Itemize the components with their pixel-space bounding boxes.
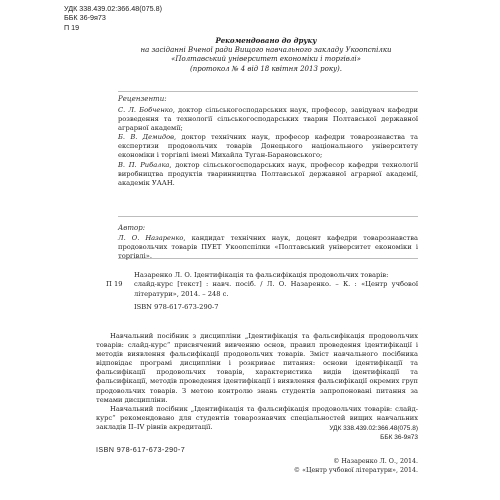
biblio-isbn: ISBN 978-617-673-290-7 (134, 303, 219, 312)
copyright-publisher: © «Центр учбової літератури», 2014. (293, 466, 418, 474)
reviewer-text: доктор сільськогосподарських наук, професор, завідувач кафедри розведення та технології сільськогосподарських тварин Полтавської державної аграрної академії; (118, 106, 418, 133)
copyright-block (294, 458, 418, 476)
recommendation-line-2: «Полтавський університет економіки і торгівлі» (171, 55, 361, 64)
bottom-udk-code: УДК 338.439.02:366.48(075.8) (329, 425, 418, 432)
reviewers-list (118, 106, 418, 188)
author-text: кандидат технічних наук, доцент кафедри товарознавства продовольчих товарів ПУЕТ Укоопспілки «Полтавський університет економіки і торгівлі». (118, 234, 418, 261)
reviewer-item (118, 106, 418, 133)
annotation (96, 332, 418, 432)
reviewer-text: доктор сільськогосподарських наук, професор кафедри технології виробництва продуктів тваринництва Полтавської державної аграрної академії, академік УААН. (118, 160, 418, 187)
udk-code: УДК 338.439.02:366.48(075.8) (64, 4, 163, 13)
author-name: Л. О. Назаренко, (118, 234, 186, 242)
annotation-paragraph-1: Навчальний посібник з дисципліни „Ідентифікація та фальсифікація продовольчих товарів: слайд-курс“ присвячений вивченню основ, правил проведення ідентифікації і методів виявлення фальсифікації продовольчих товарів. Зміст навчального посібника відповідає програмі дисципліни і розкриває питання: основи ідентифікації та фальсифікації продовольчих товарів, характеристика видів ідентифікації та фальсифікації, методів проведення ідентифікації і виявлення фальсифікації окремих груп продовольчих товарів. З метою контролю знань студентів запропоновані питання за темами дисципліни. (96, 332, 418, 404)
recommendation-line-1: на засіданні Вченої ради Вищого навчального закладу Укоопспілки (140, 45, 392, 54)
reviewer-name: С. Л. Бобченко, (118, 106, 175, 114)
biblio-row-1 (106, 271, 418, 280)
bottom-bbk-code: ББК 36-9я73 (380, 434, 418, 441)
recommendation-block (96, 36, 436, 74)
reviewer-text: доктор технічних наук, професор кафедри товарознавства та експертизи продовольчих товарів Донецького національного університету економіки і торгівлі імені Михайла Туган-Барановського; (118, 133, 418, 160)
biblio-row-2 (106, 280, 418, 299)
author-mark: П 19 (64, 22, 80, 32)
bottom-classification-codes (329, 424, 418, 442)
recommendation-heading: Рекомендовано до друку (215, 36, 317, 45)
reviewers-label: Рецензенти: (118, 95, 167, 103)
isbn-number: ISBN 978-617-673-290-7 (96, 445, 186, 454)
copyright-author: © Назаренко Л. О., 2014. (333, 458, 418, 465)
biblio-row-3 (106, 303, 418, 312)
annotation-paragraph-2: Навчальний посібник „Ідентифікація та фальсифікація продовольчих товарів: слайд-курс“ рекомендовано для студентів товарознавчих спеціальностей вищих навчальних закладів ІІ–IV рівнів акредитації. (96, 404, 418, 431)
author-block (118, 234, 418, 261)
divider-middle (118, 216, 418, 217)
biblio-author-mark: П 19 (106, 280, 123, 289)
reviewer-item (118, 161, 418, 188)
bbk-code: ББК 36-9я73 (64, 13, 106, 23)
author-label: Автор: (118, 224, 146, 232)
bibliographic-record (106, 271, 418, 313)
recommendation-line-3: (протокол № 4 від 18 квітня 2013 року). (189, 64, 343, 73)
biblio-line-1: Назаренко Л. О. Ідентифікація та фальсифікація продовольчих товарів: (134, 271, 389, 279)
biblio-line-2: слайд-курс [текст] : навч. посіб. / Л. О. Назаренко. – К. : «Центр учбової літератури», 2014. – 248 с. (134, 280, 418, 298)
divider-top (118, 91, 418, 92)
reviewer-name: Б. В. Демидов, (118, 133, 177, 142)
classification-codes (64, 4, 162, 32)
reviewer-item (118, 133, 418, 160)
reviewer-name: В. П. Рибалка, (118, 160, 172, 169)
